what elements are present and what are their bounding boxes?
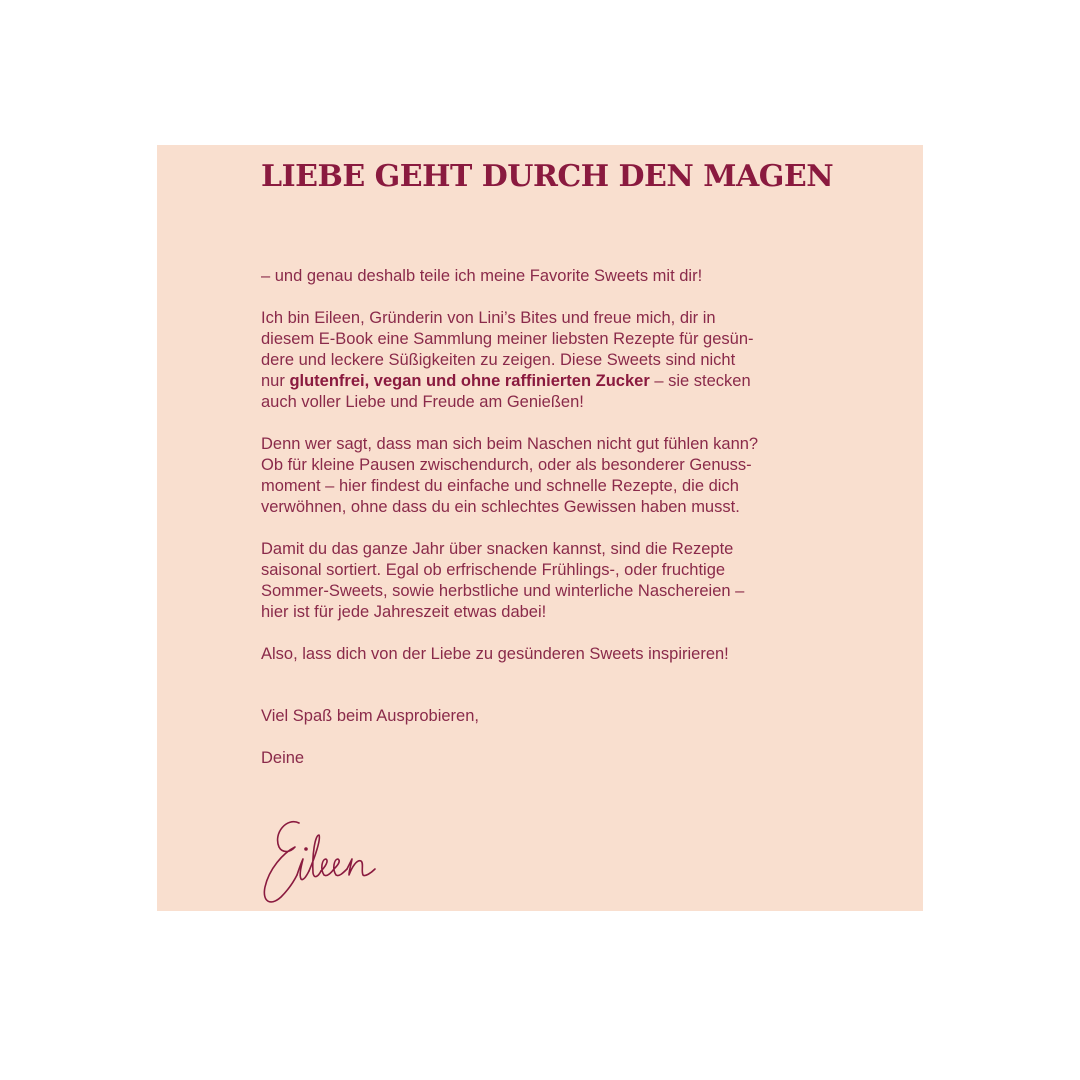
paragraph-line: [261, 371, 751, 392]
sign-off: Deine: [261, 749, 305, 767]
inspiration-line: Also, lass dich von der Liebe zu gesünderen Sweets inspirieren!: [261, 645, 729, 663]
paragraph-line: moment – hier findest du einfache und schnelle Rezepte, die dich: [261, 477, 739, 495]
paragraph-line: Denn wer sagt, dass man sich beim Naschen nicht gut fühlen kann?: [261, 435, 759, 453]
paragraph-line: diesem E-Book eine Sammlung meiner liebsten Rezepte für gesün-: [261, 330, 754, 348]
paragraph-line: dere und leckere Süßigkeiten zu zeigen. Diese Sweets sind nicht: [261, 351, 736, 369]
closing-line: Viel Spaß beim Ausprobieren,: [261, 707, 479, 725]
paragraph-line: Ich bin Eileen, Gründerin von Lini’s Bites und freue mich, dir in: [261, 309, 716, 327]
line-text: – sie stecken: [649, 372, 751, 390]
letter-page: [157, 145, 923, 911]
signature: [257, 813, 402, 913]
paragraph-line: saisonal sortiert. Egal ob erfrischende Frühlings-, oder fruchtige: [261, 561, 726, 579]
page-title: LIEBE GEHT DURCH DEN MAGEN: [261, 159, 834, 194]
paragraph-line: verwöhnen, ohne dass du ein schlechtes Gewissen haben musst.: [261, 498, 740, 516]
paragraph-line: auch voller Liebe und Freude am Genießen!: [261, 393, 584, 411]
line-text: nur: [261, 372, 290, 390]
paragraph-line: Ob für kleine Pausen zwischendurch, oder als besonderer Genuss-: [261, 456, 752, 474]
paragraph-line: Sommer-Sweets, sowie herbstliche und winterliche Naschereien –: [261, 582, 745, 600]
paragraph-line: hier ist für jede Jahreszeit etwas dabei!: [261, 603, 547, 621]
highlight-text: glutenfrei, vegan und ohne raffinierten Zucker: [289, 372, 650, 390]
paragraph-line: Damit du das ganze Jahr über snacken kannst, sind die Rezepte: [261, 540, 734, 558]
intro-line: – und genau deshalb teile ich meine Favorite Sweets mit dir!: [261, 267, 703, 285]
